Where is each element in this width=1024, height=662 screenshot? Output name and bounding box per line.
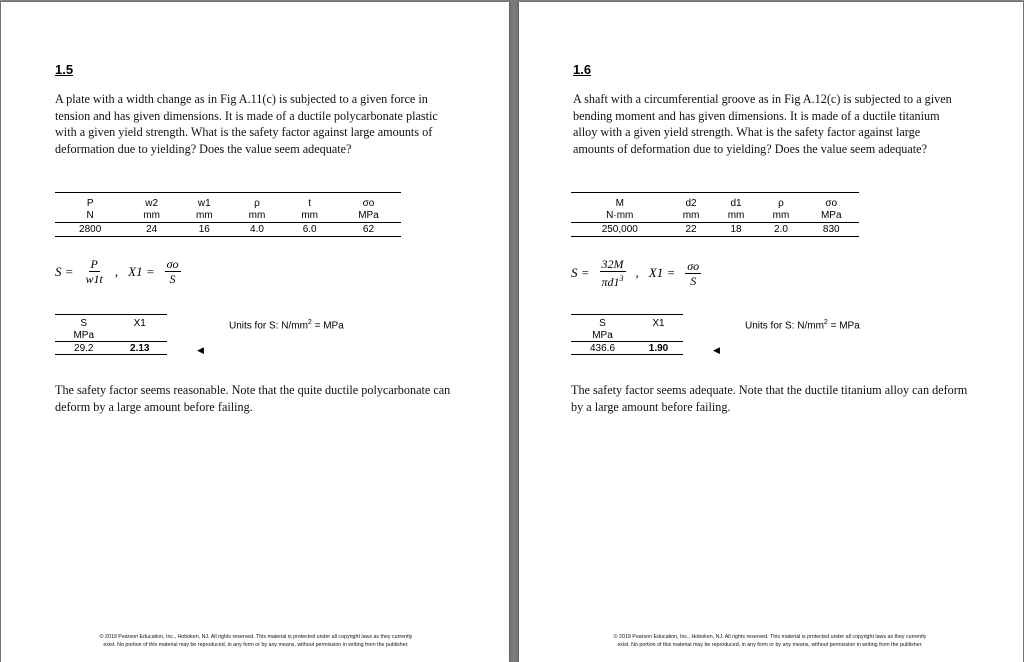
value-cell: 250,000 (571, 223, 669, 237)
s-lhs: S = (55, 263, 74, 279)
header-cell: ρ (759, 193, 804, 210)
units-note: Units for S: $N/mm^2$ = MPa (745, 319, 860, 332)
header-cell: P (55, 193, 125, 210)
document-page-right (519, 2, 1023, 662)
header-cell: X1 (634, 315, 683, 330)
given-data-table (55, 192, 401, 237)
value-cell: 4.0 (231, 223, 284, 237)
value-cell: 436.6 (571, 342, 634, 355)
unit-cell (634, 329, 683, 342)
header-cell: w1 (178, 193, 231, 210)
unit-cell: mm (301, 210, 318, 222)
x-denominator: S (169, 272, 176, 286)
formula-separator: , (635, 265, 639, 280)
copyright-footer (41, 634, 471, 649)
unit-cell: MPa (820, 210, 842, 222)
results-table (55, 314, 167, 355)
results-table (571, 314, 683, 355)
s-denominator: w1t (85, 272, 103, 286)
s-fraction (84, 257, 105, 286)
header-cell: ρ (231, 193, 284, 210)
footer-line: © 2019 Pearson Education, Inc., Hoboken, NJ. All rights reserved. This material is protected under all copyright laws as they currently (613, 634, 927, 640)
header-cell: t (283, 193, 336, 210)
header-cell: d2 (669, 193, 714, 210)
header-cell: σo (336, 193, 401, 210)
value-cell: 1.90 (634, 342, 683, 355)
value-cell: 18 (714, 223, 759, 237)
x-fraction (165, 257, 181, 286)
document-page-left (1, 2, 509, 662)
given-data-table (571, 192, 859, 237)
x-lhs: X1 = (128, 263, 155, 279)
value-cell: 16 (178, 223, 231, 237)
footer-line: © 2019 Pearson Education, Inc., Hoboken, NJ. All rights reserved. This material is protected under all copyright laws as they currently (99, 634, 413, 640)
unit-cell: N·mm (606, 210, 634, 222)
value-cell: 6.0 (283, 223, 336, 237)
value-cell: 830 (804, 223, 860, 237)
units-note: Units for S: $N/mm^2$ = MPa (229, 319, 344, 332)
header-cell: M (571, 193, 669, 210)
header-cell: d1 (714, 193, 759, 210)
safety-factor-formula (55, 257, 181, 286)
value-cell: 2800 (55, 223, 125, 237)
value-cell: 24 (125, 223, 178, 237)
value-cell: 22 (669, 223, 714, 237)
page-gap (509, 0, 519, 662)
value-cell: 2.13 (113, 342, 167, 355)
formula-separator: , (114, 263, 119, 279)
header-cell: S (55, 315, 113, 330)
value-cell: 29.2 (55, 342, 113, 355)
unit-cell: MPa (358, 210, 379, 222)
s-numerator: 32M (601, 257, 624, 271)
x-fraction (685, 259, 701, 288)
s-denominator: $\pi d1^3$ (601, 274, 624, 289)
unit-cell: MPa (73, 329, 95, 341)
unit-cell: mm (195, 210, 213, 222)
x-numerator: σo (166, 257, 179, 271)
problem-statement: A shaft with a circumferential groove as in Fig A.12(c) is subjected to a given bending moment and has given dimensions. It is made of a ductile titanium alloy with a given yield strength. What is the safety factor against large amounts of deformation due to yielding? Does the value seem adequate? (573, 92, 952, 156)
header-cell: σo (804, 193, 860, 210)
unit-cell: mm (248, 210, 266, 222)
header-cell: w2 (125, 193, 178, 210)
footer-line: exist. No portion of this material may be reproduced, in any form or by any means, without permission in writing from the publisher. (103, 641, 409, 648)
conclusion-text: The safety factor seems reasonable. Note that the quite ductile polycarbonate can deform by a large amount before failing. (55, 383, 451, 414)
result-marker-icon: ◀ (713, 346, 720, 356)
unit-cell: mm (727, 210, 745, 222)
s-numerator: P (90, 257, 98, 271)
value-cell: 62 (336, 223, 401, 237)
unit-cell: mm (772, 210, 790, 222)
problem-number: 1.5 (55, 62, 74, 77)
s-fraction (600, 257, 626, 289)
header-cell: X1 (113, 315, 167, 330)
unit-cell: MPa (592, 329, 613, 341)
header-cell: S (571, 315, 634, 330)
x-numerator: σo (687, 258, 700, 273)
x-lhs: X1 = (648, 265, 676, 280)
result-marker-icon: ◀ (197, 346, 204, 356)
problem-statement: A plate with a width change as in Fig A.11(c) is subjected to a given force in tension and has given dimensions. It is made of a ductile polycarbonate plastic with a given yield strength. What is the safety factor against large amounts of deformation due to yielding? Does the value seem adequate? (55, 92, 438, 156)
x-denominator: S (690, 273, 697, 288)
footer-line: exist. No portion of this material may be reproduced, in any form or by any means, without permission in writing from the publisher. (617, 641, 923, 648)
unit-cell (113, 329, 167, 342)
conclusion-text: The safety factor seems adequate. Note that the ductile titanium alloy can deform by a large amount before failing. (571, 383, 968, 414)
s-lhs: S = (571, 265, 590, 280)
problem-number: 1.6 (573, 62, 592, 77)
unit-cell: mm (682, 210, 700, 222)
unit-cell: mm (143, 210, 160, 222)
value-cell: 2.0 (759, 223, 804, 237)
unit-cell: N (86, 210, 94, 222)
safety-factor-formula (571, 257, 701, 289)
copyright-footer (555, 634, 985, 649)
